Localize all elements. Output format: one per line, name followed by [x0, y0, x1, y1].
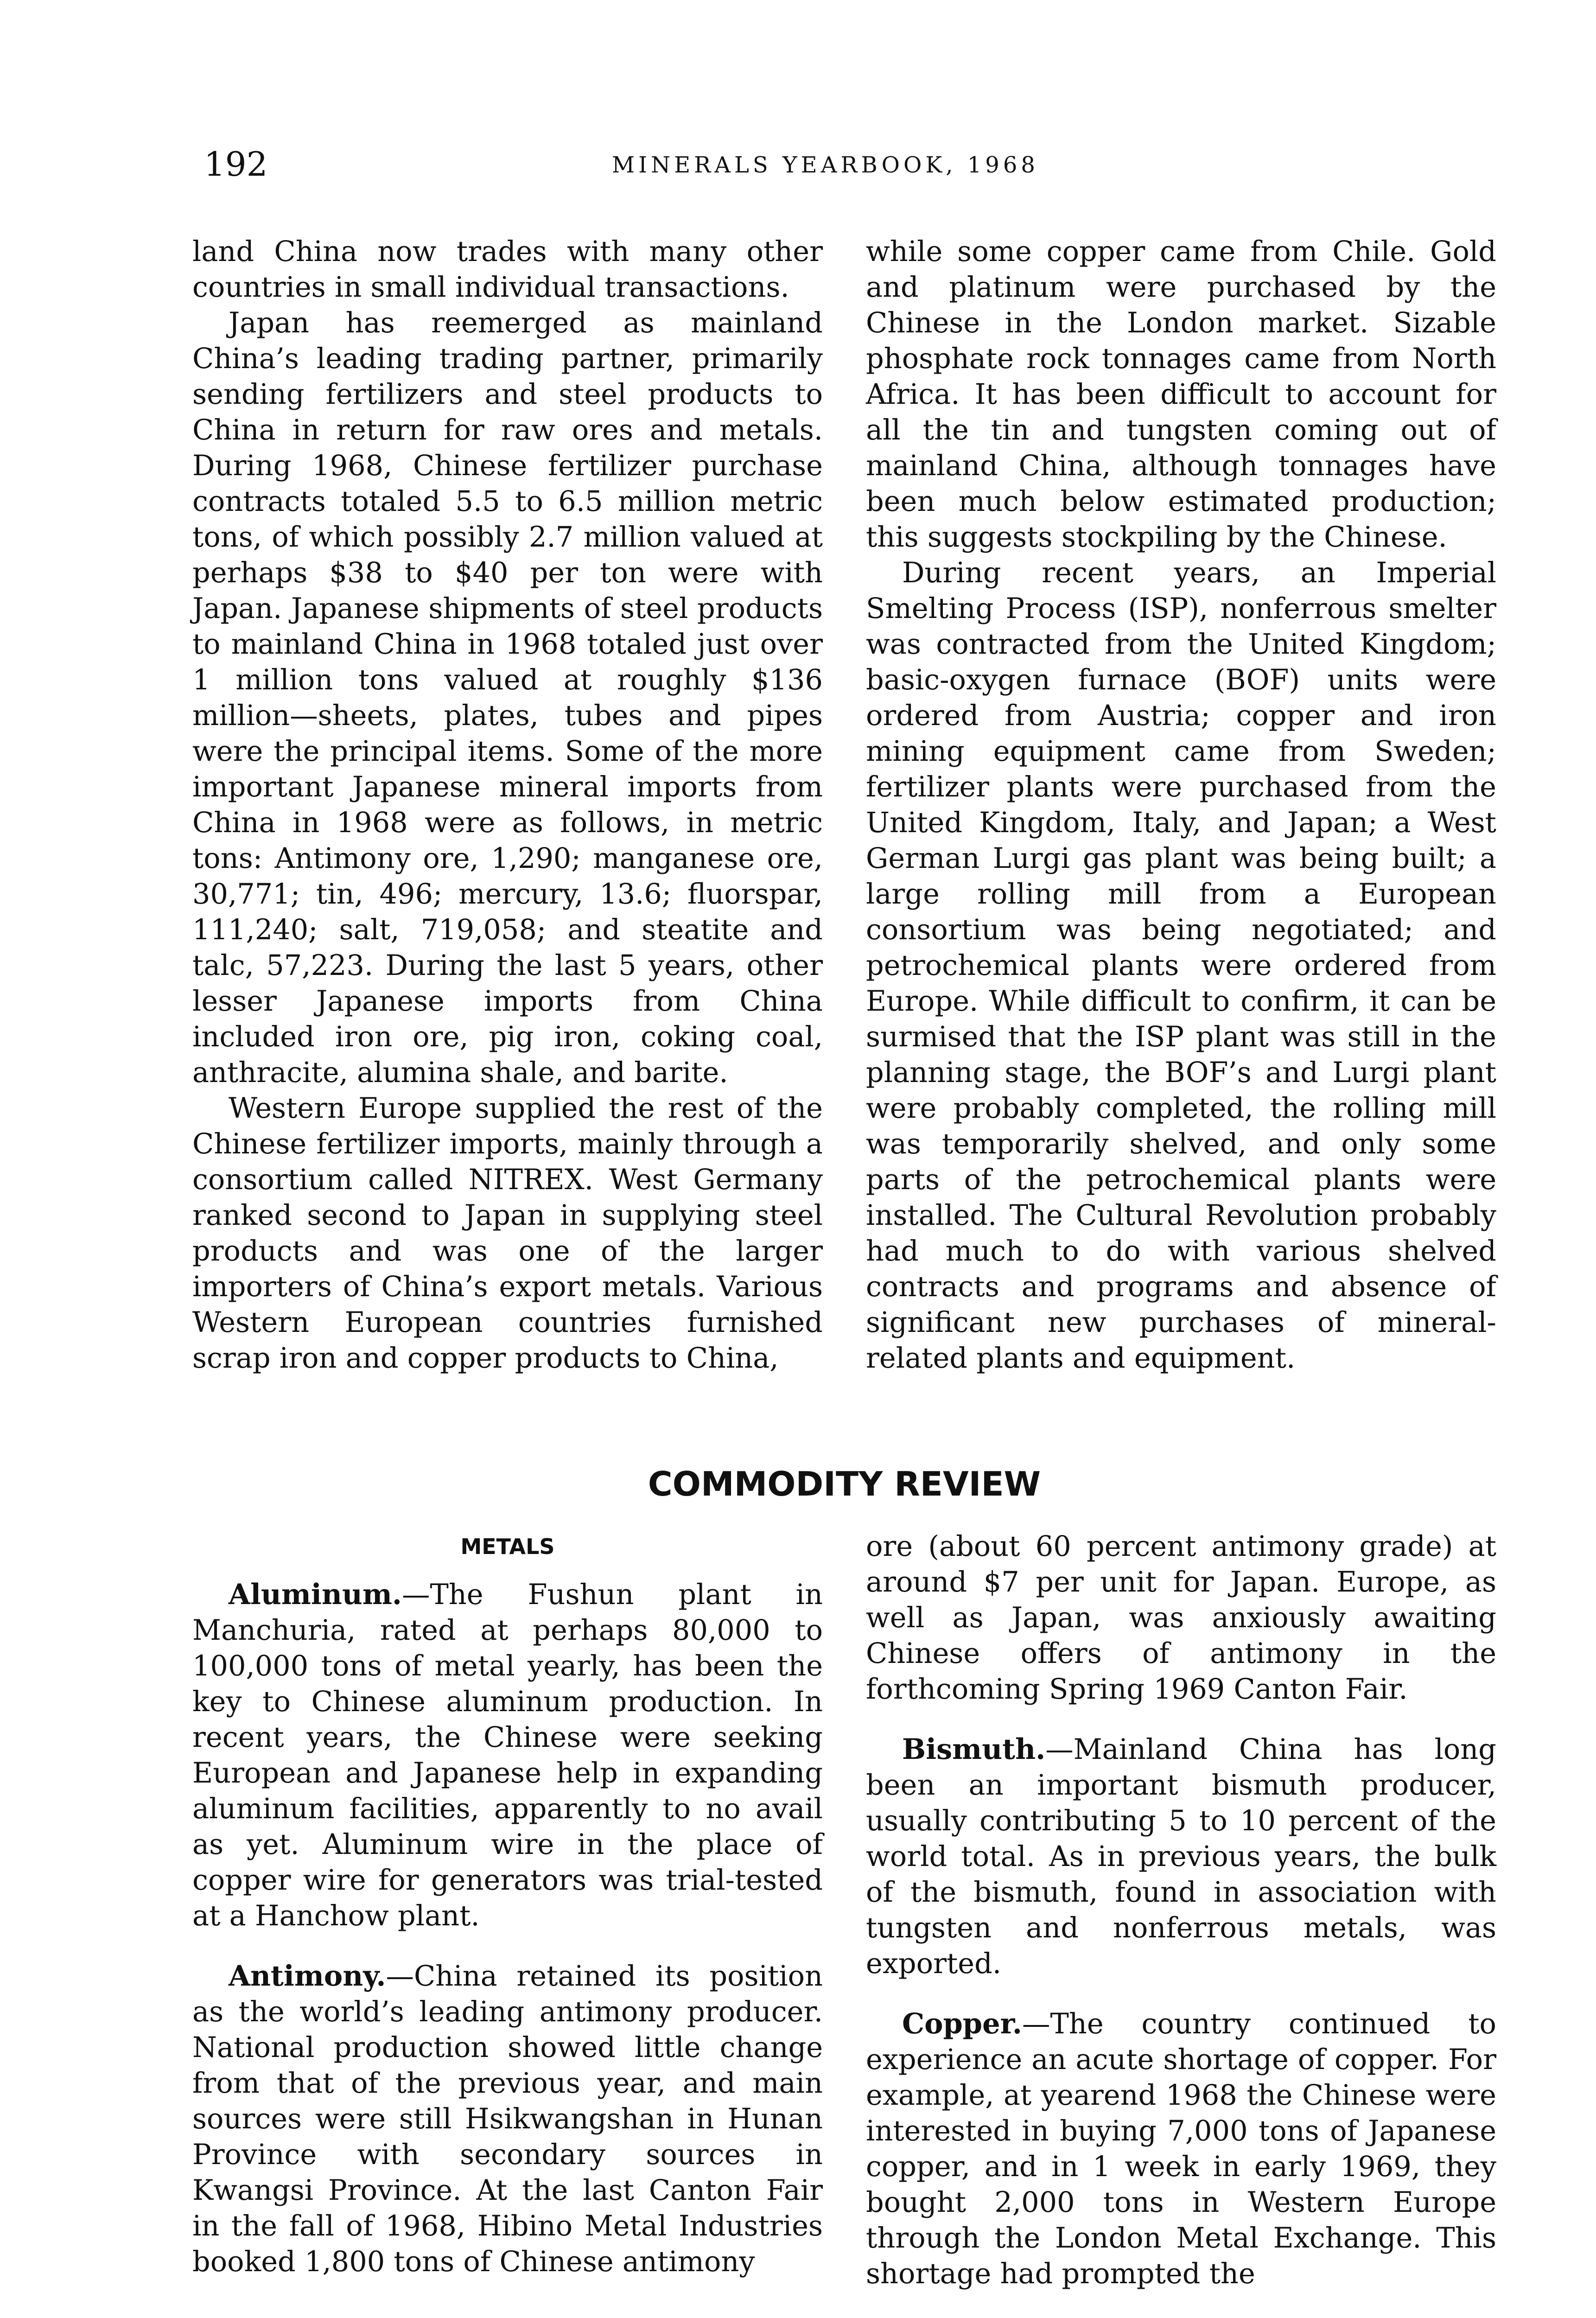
antimony-continued: ore (about 60 percent antimony grade) at around $7 per unit for Japan. Europe, as well as Japan, was anxiously awaiting Chinese offers of antimony in the forthcoming Spring 1969 Canton Fair. — [866, 1530, 1496, 1706]
aluminum-paragraph — [192, 1577, 823, 1934]
copper-paragraph — [866, 2006, 1496, 2292]
review-column-left — [192, 1529, 823, 2280]
metals-heading: METALS — [460, 1534, 555, 1559]
bismuth-paragraph — [866, 1732, 1496, 1982]
bismuth-text: —Mainland China has long been an important bismuth producer, usually contributing 5 to 10 percent of the world total. As in previous years, the bulk of the bismuth, found in association with tungsten and nonferrous metals, was exported. — [866, 1733, 1496, 1980]
review-column-right — [866, 1529, 1496, 2292]
intro-column-left — [192, 234, 823, 1376]
copper-runin-head: Copper. — [902, 2007, 1022, 2040]
aluminum-runin-head: Aluminum. — [229, 1578, 402, 1611]
page-number: 192 — [204, 145, 268, 184]
antimony-runin-head: Antimony. — [229, 1960, 386, 1993]
antimony-paragraph — [192, 1958, 823, 2280]
aluminum-text: —The Fushun plant in Manchuria, rated at perhaps 80,000 to 100,000 tons of metal yearly, has been the key to Chinese aluminum production. In recent years, the Chinese were seeking European and Japanese help in expanding aluminum facilities, apparently to no avail as yet. Aluminum wire in the place of copper wire for generators was trial-tested at a Hanchow plant. — [192, 1579, 823, 1932]
paragraph: Western Europe supplied the rest of the Chinese fertilizer imports, mainly through a consortium called NITREX. West Germany ranked second to Japan in supplying steel products and was one of the larger importers of China’s export metals. Various Western European countries furnished scrap iron and copper products to China, — [192, 1092, 823, 1375]
paragraph: while some copper came from Chile. Gold and platinum were purchased by the Chinese in the London market. Sizable phosphate rock tonnages came from North Africa. It has been difficult to account for all the tin and tungsten coming out of mainland China, although tonnages have been much below estimated production; this suggests stockpiling by the Chinese. — [866, 236, 1496, 554]
paragraph: Japan has reemerged as mainland China’s leading trading partner, primarily sending fertilizers and steel products to China in return for raw ores and metals. During 1968, Chinese fertilizer purchase contracts totaled 5.5 to 6.5 million metric tons, of which possibly 2.7 million valued at perhaps $38 to $40 per ton were with Japan. Japanese shipments of steel products to mainland China in 1968 totaled just over 1 million tons valued at roughly $136 million—sheets, plates, tubes and pipes were the principal items. Some of the more important Japanese mineral imports from China in 1968 were as follows, in metric tons: Antimony ore, 1,290; manganese ore, 30,771; tin, 496; mercury, 13.6; fluorspar, 111,240; salt, 719,058; and steatite and talc, 57,223. During the last 5 years, other lesser Japanese imports from China included iron ore, pig iron, coking coal, anthracite, alumina shale, and barite. — [192, 307, 823, 1089]
running-head: MINERALS YEARBOOK, 1968 — [612, 152, 1039, 178]
copper-text: —The country continued to experience an acute shortage of copper. For example, at yearend 1968 the Chinese were interested in buying 7,000 tons of Japanese copper, and in 1 week in early 1969, they bought 2,000 tons in Western Europe through the London Metal Exchange. This shortage had prompted the — [866, 2008, 1496, 2290]
antimony-text: —China retained its position as the world’s leading antimony producer. National production showed little change from that of the previous year, and main sources were still Hsikwangshan in Hunan Province with secondary sources in Kwangsi Province. At the last Canton Fair in the fall of 1968, Hibino Metal Industries booked 1,800 tons of Chinese antimony — [192, 1960, 823, 2278]
paragraph: land China now trades with many other countries in small individual transactions. — [192, 236, 823, 304]
paragraph: During recent years, an Imperial Smelting Process (ISP), nonferrous smelter was contracted from the United Kingdom; basic-oxygen furnace (BOF) units were ordered from Austria; copper and iron mining equipment came from Sweden; fertilizer plants were purchased from the United Kingdom, Italy, and Japan; a West German Lurgi gas plant was being built; a large rolling mill from a European consortium was being negotiated; and petrochemical plants were ordered from Europe. While difficult to confirm, it can be surmised that the ISP plant was still in the planning stage, the BOF’s and Lurgi plant were probably completed, the rolling mill was temporarily shelved, and only some parts of the petrochemical plants were installed. The Cultural Revolution probably had much to do with various shelved contracts and programs and absence of significant new purchases of mineral-related plants and equipment. — [866, 557, 1496, 1375]
section-title: COMMODITY REVIEW — [648, 1465, 1041, 1503]
bismuth-runin-head: Bismuth. — [902, 1733, 1046, 1766]
intro-column-right — [866, 234, 1496, 1376]
